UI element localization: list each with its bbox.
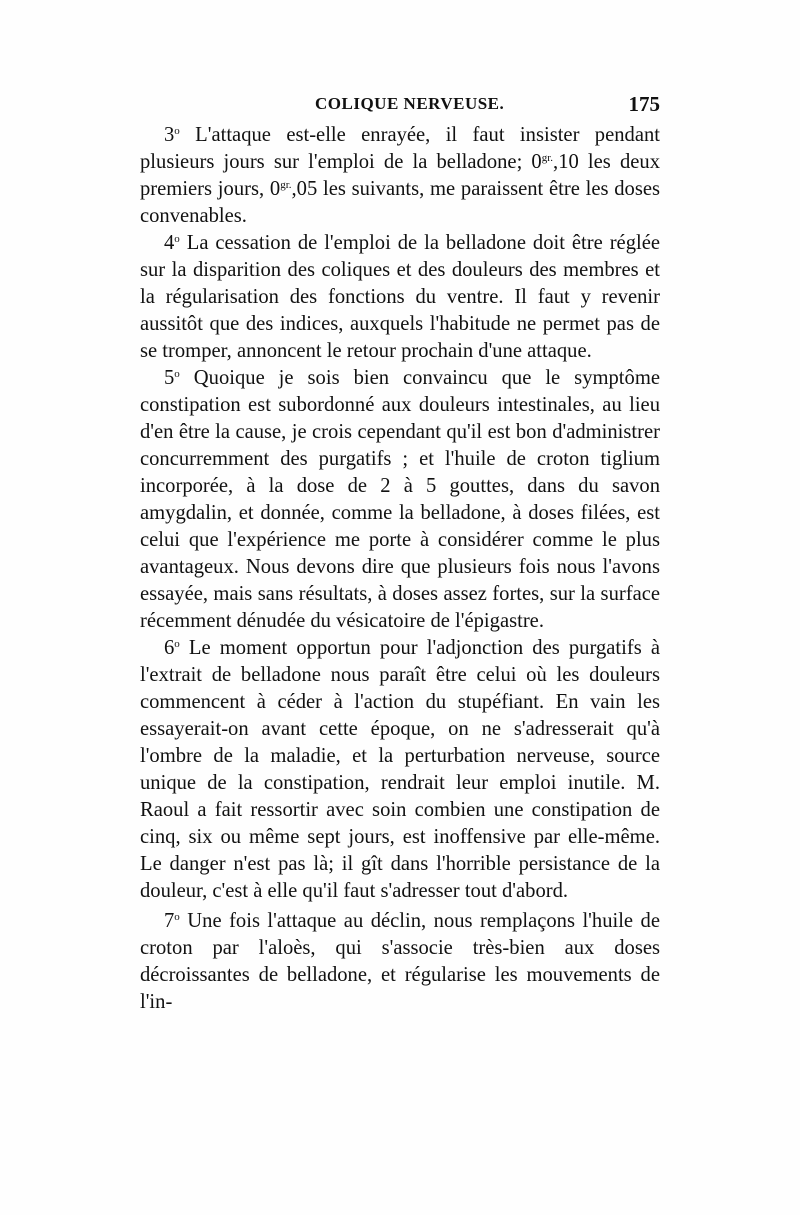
ordinal-mark: o [174,638,180,650]
item-number: 6 [164,637,175,659]
page-number: 175 [628,92,660,116]
paragraph-text: ,05 les suivants, me paraissent être les doses convenables. [140,178,661,227]
paragraph-text: ,10 les deux premiers jours, 0 [140,151,660,200]
unit-mark: gr. [541,152,554,164]
page-header [145,92,660,122]
running-head: COLIQUE NERVEUSE. [315,94,505,113]
body-text [140,122,660,1016]
unit-mark: gr. [280,179,292,191]
paragraph-5 [140,365,660,635]
ordinal-mark: o [174,368,180,380]
paragraph-text: Le moment opportun pour l'adjonction des purgatifs à l'extrait de belladone nous paraît être celui où les douleurs commencent à céder à l'action du stupéfiant. En vain les essayerait-on avant cette époque, on ne s'adresserait qu'à l'ombre de la maladie, et la perturbation nerveuse, source unique de la constipation, rendrait leur emploi inutile. M. Raoul a fait ressortir avec soin combien une constipation de cinq, six ou même sept jours, est inoffensive par elle-même. Le danger n'est pas là; il gît dans l'horrible persistance de la douleur, c'est à elle qu'il faut s'adresser tout d'abord. [140,637,660,902]
paragraph-text: L'attaque est-elle enrayée, il faut insister pendant plusieurs jours sur l'emploi de la belladone; 0 [140,124,660,173]
item-number: 7 [164,910,175,932]
paragraph-text: Une fois l'attaque au déclin, nous remplaçons l'huile de croton par l'aloès, qui s'associe très-bien aux doses décroissantes de belladone, et régularise les mouvements de l'in- [140,910,660,1013]
item-number: 5 [164,367,175,389]
paragraph-text: Quoique je sois bien convaincu que le symptôme constipation est subordonné aux douleurs intestinales, au lieu d'en être la cause, je crois cependant qu'il est bon d'administrer concurremment des purgatifs ; et l'huile de croton tiglium incorporée, à la dose de 2 à 5 gouttes, dans du savon amygdalin, et donnée, comme la belladone, à doses filées, est celui que l'expérience me porte à considérer comme le plus avantageux. Nous devons dire que plusieurs fois nous l'avons essayée, mais sans résultats, à doses assez fortes, sur la surface récemment dénudée du vésicatoire de l'épigastre. [140,367,660,632]
ordinal-mark: o [174,233,180,245]
ordinal-mark: o [174,911,180,923]
paragraph-4 [140,230,660,365]
paragraph-7 [140,908,660,1016]
paragraph-3 [140,122,660,230]
item-number: 3 [164,124,175,146]
item-number: 4 [164,232,175,254]
paragraph-6 [140,635,660,905]
paragraph-text: La cessation de l'emploi de la belladone doit être réglée sur la disparition des coliques et des douleurs des membres et la régularisation des fonctions du ventre. Il faut y revenir aussitôt que des indices, auxquels l'habitude ne permet pas de se tromper, annoncent le retour prochain d'une attaque. [140,232,660,362]
ordinal-mark: o [174,125,180,137]
